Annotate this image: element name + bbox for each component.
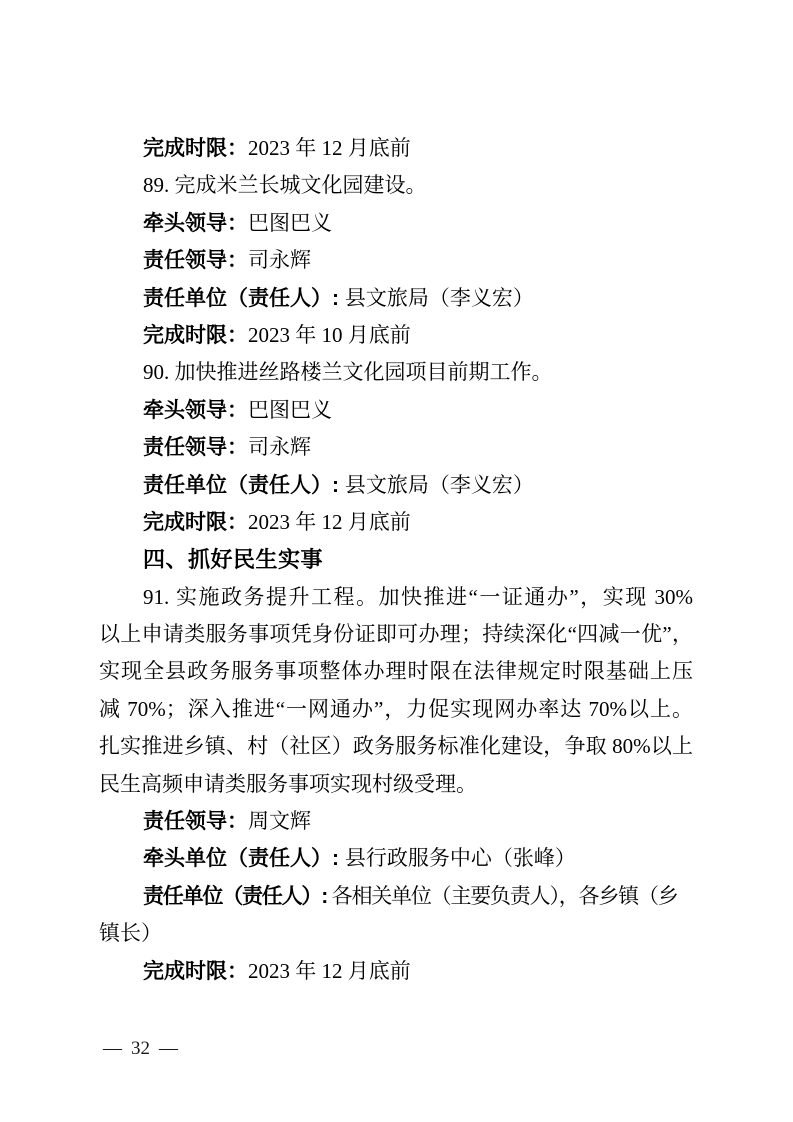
lead-leader-line-89: [99, 205, 693, 242]
text-run: 巴图巴义: [248, 397, 332, 422]
text-run: 周文辉: [248, 809, 311, 834]
task-item-91-line-6: [99, 766, 693, 803]
resp-unit-line-89: [99, 280, 693, 317]
text-run: 司永辉: [248, 248, 311, 273]
footer-right-dash: —: [159, 1038, 178, 1059]
page-number: 32: [131, 1038, 150, 1059]
field-label: 责任单位（责任人）:: [143, 473, 345, 497]
text-run: 以上申请类服务事项凭身份证即可办理；持续深化“四减一优”，: [99, 622, 693, 647]
task-item-91-line-2: [99, 616, 693, 653]
task-item-91-line-5: [99, 728, 693, 765]
text-run: 91. 实施政务提升工程。加快推进“一证通办”，实现 30%: [143, 584, 693, 609]
field-label: 完成时限：: [143, 323, 248, 347]
document-body: [99, 130, 693, 990]
text-run: 县行政服务中心（张峰）: [344, 846, 576, 871]
text-run: 巴图巴义: [248, 210, 332, 235]
page-footer: [103, 1038, 178, 1060]
field-label: 完成时限：: [143, 510, 248, 534]
field-label: 责任单位（责任人）:: [143, 884, 332, 908]
text-run: 民生高频申请类服务事项实现村级受理。: [99, 771, 477, 796]
deadline-line-91: [99, 953, 693, 990]
lead-leader-line-90: [99, 392, 693, 429]
resp-unit-line-91-line-1: [99, 878, 693, 915]
deadline-line-88: [99, 130, 693, 167]
text-run: 2023 年 12 月底前: [248, 509, 411, 534]
field-label: 牵头领导：: [143, 211, 248, 235]
resp-unit-line-91-line-2: [99, 915, 693, 952]
section-heading: [99, 541, 693, 578]
text-run: 县文旅局（李义宏）: [344, 285, 534, 310]
resp-unit-line-90: [99, 467, 693, 504]
text-run: 司永辉: [248, 435, 311, 460]
deadline-line-89: [99, 317, 693, 354]
text-run: 2023 年 12 月底前: [248, 958, 411, 983]
text-run: 2023 年 12 月底前: [248, 136, 411, 160]
footer-left-dash: —: [103, 1038, 122, 1059]
deadline-line-90: [99, 504, 693, 541]
lead-unit-line-91: [99, 840, 693, 877]
text-run: 2023 年 10 月底前: [248, 322, 411, 347]
field-label: 责任领导：: [143, 249, 248, 273]
text-run: 89. 完成米兰长城文化园建设。: [143, 173, 427, 198]
field-label: 责任领导：: [143, 810, 248, 834]
field-label: 完成时限：: [143, 137, 248, 160]
field-label: 完成时限：: [143, 959, 248, 983]
field-label: 责任单位（责任人）:: [143, 286, 345, 310]
text-run: 减 70%；深入推进“一网通办”，力促实现网办率达 70%以上。: [99, 696, 693, 721]
task-item-91-line-4: [99, 691, 693, 728]
task-item-91-line-1: [99, 579, 693, 616]
text-run: 县文旅局（李义宏）: [344, 472, 534, 497]
task-item-89: [99, 167, 693, 204]
text-run: 扎实推进乡镇、村（社区）政务服务标准化建设，争取 80%以上: [99, 734, 693, 759]
text-run: 镇长）: [99, 921, 162, 946]
resp-leader-line-90: [99, 429, 693, 466]
field-label: 四、抓好民生实事: [143, 547, 324, 573]
field-label: 责任领导：: [143, 436, 248, 460]
text-run: 90. 加快推进丝路楼兰文化园项目前期工作。: [143, 360, 553, 385]
text-run: 各相关单位（主要负责人），各乡镇（乡: [331, 883, 678, 908]
task-item-90: [99, 354, 693, 391]
field-label: 牵头单位（责任人）:: [143, 847, 345, 871]
text-run: 实现全县政务服务事项整体办理时限在法律规定时限基础上压: [99, 659, 693, 684]
task-item-91-line-3: [99, 653, 693, 690]
resp-leader-line-89: [99, 242, 693, 279]
field-label: 牵头领导：: [143, 398, 248, 422]
resp-leader-line-91: [99, 803, 693, 840]
